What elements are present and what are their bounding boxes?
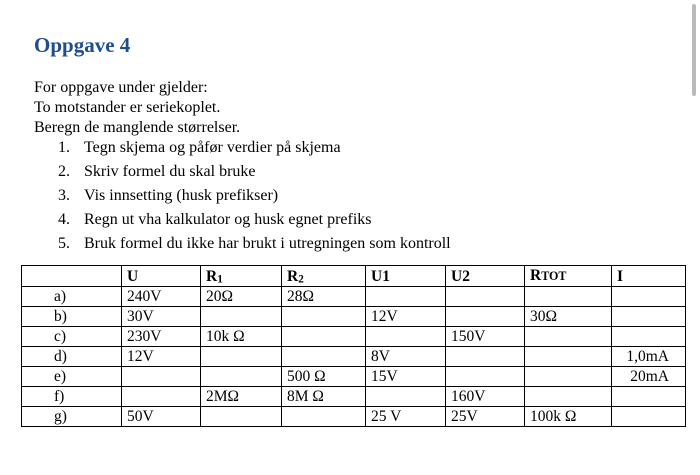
cell-u2 [446, 347, 525, 367]
header-blank [22, 266, 122, 287]
list-item [0, 136, 451, 160]
list-text: Skriv formel du skal bruke [84, 163, 256, 180]
header-r2-sub: 2 [298, 273, 304, 286]
cell-u2 [446, 307, 525, 327]
header-u2: U2 [446, 266, 525, 287]
cell-u2 [446, 287, 525, 307]
cell-r1 [201, 407, 282, 427]
row-label: b) [22, 307, 122, 327]
cell-i [612, 287, 686, 307]
instruction-list [0, 136, 451, 256]
table-row [22, 307, 686, 327]
list-number: 5. [58, 235, 70, 252]
table-row [22, 347, 686, 367]
header-r1 [201, 266, 282, 287]
cell-u1 [366, 287, 446, 307]
list-number: 2. [58, 163, 70, 180]
table-row [22, 287, 686, 307]
cell-r2: 8M Ω [282, 387, 366, 407]
cell-rtot: 30Ω [525, 307, 612, 327]
list-text: Tegn skjema og påfør verdier på skjema [84, 139, 341, 156]
header-i: I [612, 266, 686, 287]
list-item [0, 232, 451, 256]
header-r2 [282, 266, 366, 287]
cell-u1: 15V [366, 367, 446, 387]
cell-rtot: 100k Ω [525, 407, 612, 427]
cell-r2: 28Ω [282, 287, 366, 307]
cell-r2 [282, 327, 366, 347]
cell-rtot [525, 347, 612, 367]
cell-u2: 150V [446, 327, 525, 347]
header-rtot [525, 266, 612, 287]
list-text: Regn ut vha kalkulator og husk egnet prefiks [84, 211, 372, 228]
cell-r1 [201, 367, 282, 387]
intro-line: To motstander er seriekoplet. [34, 99, 221, 116]
cell-i: 20mA [612, 367, 686, 387]
row-label: a) [22, 287, 122, 307]
cell-u1: 8V [366, 347, 446, 367]
cell-u: 50V [122, 407, 201, 427]
header-r1-base: R [206, 267, 218, 285]
cell-u2: 25V [446, 407, 525, 427]
header-r1-sub: 1 [217, 273, 223, 286]
header-u: U [122, 266, 201, 287]
cell-u1 [366, 387, 446, 407]
cell-r1: 20Ω [201, 287, 282, 307]
cell-rtot [525, 287, 612, 307]
cell-r1 [201, 307, 282, 327]
header-u1: U1 [366, 266, 446, 287]
table-row [22, 387, 686, 407]
cell-u1: 25 V [366, 407, 446, 427]
header-rtot-base: R [530, 267, 542, 284]
list-text: Bruk formel du ikke har brukt i utregningen som kontroll [84, 235, 451, 252]
row-label: d) [22, 347, 122, 367]
table-row [22, 407, 686, 427]
header-r2-base: R [287, 267, 299, 285]
list-text: Vis innsetting (husk prefikser) [84, 187, 279, 204]
row-label: c) [22, 327, 122, 347]
cell-r1 [201, 347, 282, 367]
scrollbar[interactable] [692, 4, 696, 96]
table-row [22, 367, 686, 387]
cell-i: 1,0mA [612, 347, 686, 367]
cell-u2 [446, 367, 525, 387]
intro-line: Beregn de manglende størrelser. [34, 119, 241, 136]
cell-r2 [282, 407, 366, 427]
values-table [21, 265, 686, 427]
cell-i [612, 327, 686, 347]
cell-r1: 2MΩ [201, 387, 282, 407]
list-number: 3. [58, 187, 70, 204]
list-item [0, 160, 451, 184]
intro-text [34, 78, 240, 138]
cell-i [612, 387, 686, 407]
cell-rtot [525, 387, 612, 407]
table-header-row [22, 266, 686, 287]
cell-u: 230V [122, 327, 201, 347]
list-item [0, 184, 451, 208]
page-title: Oppgave 4 [34, 33, 131, 57]
header-rtot-sub: TOT [541, 269, 567, 283]
table-row [22, 327, 686, 347]
cell-u [122, 387, 201, 407]
cell-u: 240V [122, 287, 201, 307]
cell-i [612, 307, 686, 327]
cell-u: 12V [122, 347, 201, 367]
intro-line: For oppgave under gjelder: [34, 79, 208, 96]
cell-u: 30V [122, 307, 201, 327]
row-label: f) [22, 387, 122, 407]
cell-rtot [525, 327, 612, 347]
cell-u1: 12V [366, 307, 446, 327]
row-label: g) [22, 407, 122, 427]
cell-r1: 10k Ω [201, 327, 282, 347]
cell-i [612, 407, 686, 427]
list-number: 4. [58, 211, 70, 228]
cell-r2: 500 Ω [282, 367, 366, 387]
cell-r2 [282, 347, 366, 367]
row-label: e) [22, 367, 122, 387]
list-item [0, 208, 451, 232]
cell-u1 [366, 327, 446, 347]
cell-u2: 160V [446, 387, 525, 407]
cell-r2 [282, 307, 366, 327]
cell-u [122, 367, 201, 387]
list-number: 1. [58, 139, 70, 156]
cell-rtot [525, 367, 612, 387]
